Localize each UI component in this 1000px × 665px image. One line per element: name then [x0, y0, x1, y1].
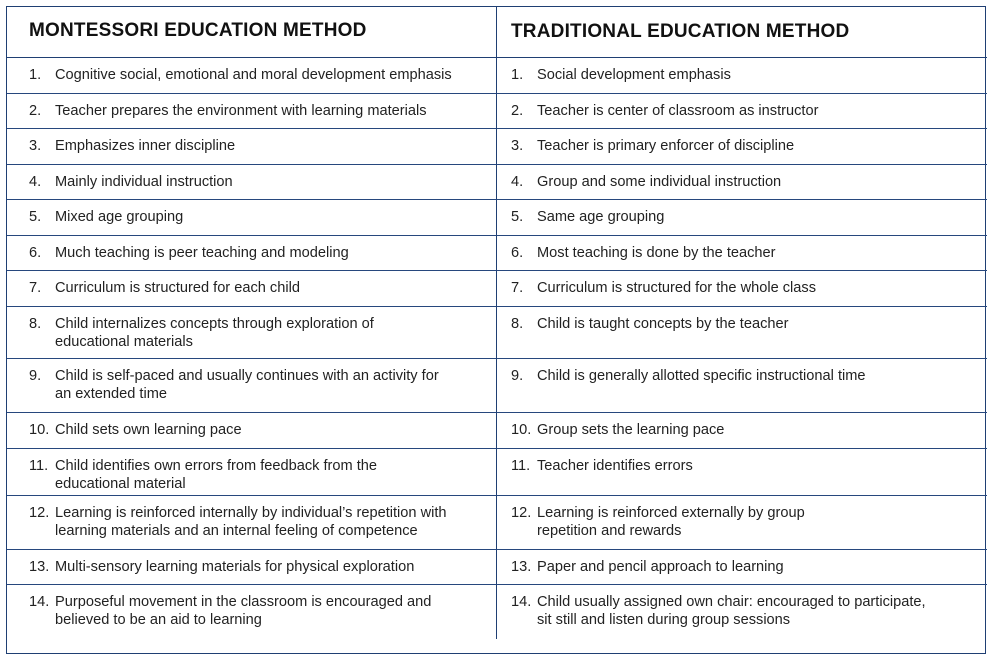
montessori-row [7, 585, 497, 639]
row-number: 5. [29, 209, 42, 225]
row-number: 2. [511, 103, 524, 119]
traditional-item-text: Most teaching is done by the teacher [537, 245, 776, 261]
montessori-row [7, 496, 497, 550]
montessori-row [7, 129, 497, 165]
row-number: 13. [511, 559, 532, 575]
montessori-row [7, 359, 497, 413]
traditional-row [497, 496, 987, 550]
traditional-row [497, 129, 987, 165]
montessori-item-text: Curriculum is structured for each child [55, 280, 300, 296]
row-number: 7. [29, 280, 42, 296]
montessori-item-text: Child identifies own errors from feedback from the educational material [55, 458, 378, 492]
montessori-item-text: Child is self-paced and usually continues with an activity for an extended time [55, 368, 439, 402]
montessori-item-text: Purposeful movement in the classroom is encouraged and believed to be an aid to learning [55, 594, 432, 628]
row-number: 8. [29, 316, 42, 332]
montessori-item-text: Teacher prepares the environment with learning materials [55, 103, 427, 119]
row-number: 10. [29, 422, 50, 438]
traditional-item-text: Group sets the learning pace [537, 422, 725, 438]
traditional-header [497, 7, 987, 58]
traditional-item-text: Social development emphasis [537, 67, 731, 83]
traditional-row [497, 359, 987, 413]
row-number: 13. [29, 559, 50, 575]
traditional-row [497, 200, 987, 236]
montessori-row [7, 307, 497, 359]
montessori-row [7, 413, 497, 449]
row-number: 3. [29, 138, 42, 154]
row-number: 3. [511, 138, 524, 154]
montessori-item-text: Multi-sensory learning materials for physical exploration [55, 559, 415, 575]
traditional-row [497, 94, 987, 129]
montessori-header-label: MONTESSORI EDUCATION METHOD [29, 20, 367, 41]
montessori-row [7, 94, 497, 129]
traditional-row [497, 58, 987, 94]
montessori-item-text: Learning is reinforced internally by individual’s repetition with learning materials and an internal feeling of competence [55, 505, 447, 539]
traditional-item-text: Group and some individual instruction [537, 174, 782, 190]
row-number: 9. [29, 368, 42, 384]
montessori-item-text: Mixed age grouping [55, 209, 184, 225]
row-number: 14. [511, 594, 532, 610]
montessori-row [7, 271, 497, 307]
montessori-item-text: Cognitive social, emotional and moral development emphasis [55, 67, 452, 83]
montessori-item-text: Much teaching is peer teaching and modeling [55, 245, 349, 261]
traditional-row [497, 550, 987, 585]
traditional-item-text: Child usually assigned own chair: encouraged to participate, sit still and listen during group sessions [537, 594, 926, 628]
row-number: 9. [511, 368, 524, 384]
row-number: 1. [511, 67, 524, 83]
traditional-item-text: Same age grouping [537, 209, 665, 225]
montessori-row [7, 200, 497, 236]
traditional-item-text: Teacher is center of classroom as instructor [537, 103, 819, 119]
row-number: 4. [29, 174, 42, 190]
traditional-row [497, 271, 987, 307]
traditional-item-text: Child is generally allotted specific instructional time [537, 368, 866, 384]
row-number: 4. [511, 174, 524, 190]
row-number: 12. [511, 505, 532, 521]
row-number: 6. [29, 245, 42, 261]
row-number: 8. [511, 316, 524, 332]
montessori-row [7, 449, 497, 496]
row-number: 14. [29, 594, 50, 610]
traditional-item-text: Child is taught concepts by the teacher [537, 316, 789, 332]
traditional-row [497, 449, 987, 496]
traditional-item-text: Learning is reinforced externally by group repetition and rewards [537, 505, 805, 539]
traditional-row [497, 585, 987, 639]
row-number: 2. [29, 103, 42, 119]
row-number: 5. [511, 209, 524, 225]
montessori-row [7, 165, 497, 200]
traditional-row [497, 165, 987, 200]
traditional-item-text: Paper and pencil approach to learning [537, 559, 784, 575]
row-number: 7. [511, 280, 524, 296]
traditional-header-label: TRADITIONAL EDUCATION METHOD [511, 21, 850, 42]
row-number: 10. [511, 422, 532, 438]
traditional-row [497, 307, 987, 359]
montessori-item-text: Child internalizes concepts through exploration of educational materials [55, 316, 374, 350]
montessori-item-text: Emphasizes inner discipline [55, 138, 236, 154]
montessori-row [7, 58, 497, 94]
traditional-item-text: Curriculum is structured for the whole class [537, 280, 816, 296]
row-number: 11. [29, 458, 49, 474]
montessori-row [7, 236, 497, 271]
row-number: 12. [29, 505, 50, 521]
montessori-row [7, 550, 497, 585]
montessori-item-text: Mainly individual instruction [55, 174, 233, 190]
montessori-item-text: Child sets own learning pace [55, 422, 242, 438]
traditional-row [497, 413, 987, 449]
row-number: 1. [29, 67, 42, 83]
row-number: 6. [511, 245, 524, 261]
traditional-item-text: Teacher identifies errors [537, 458, 693, 474]
traditional-item-text: Teacher is primary enforcer of discipline [537, 138, 795, 154]
row-number: 11. [511, 458, 531, 474]
comparison-table [6, 6, 986, 654]
traditional-row [497, 236, 987, 271]
montessori-header [7, 7, 497, 58]
